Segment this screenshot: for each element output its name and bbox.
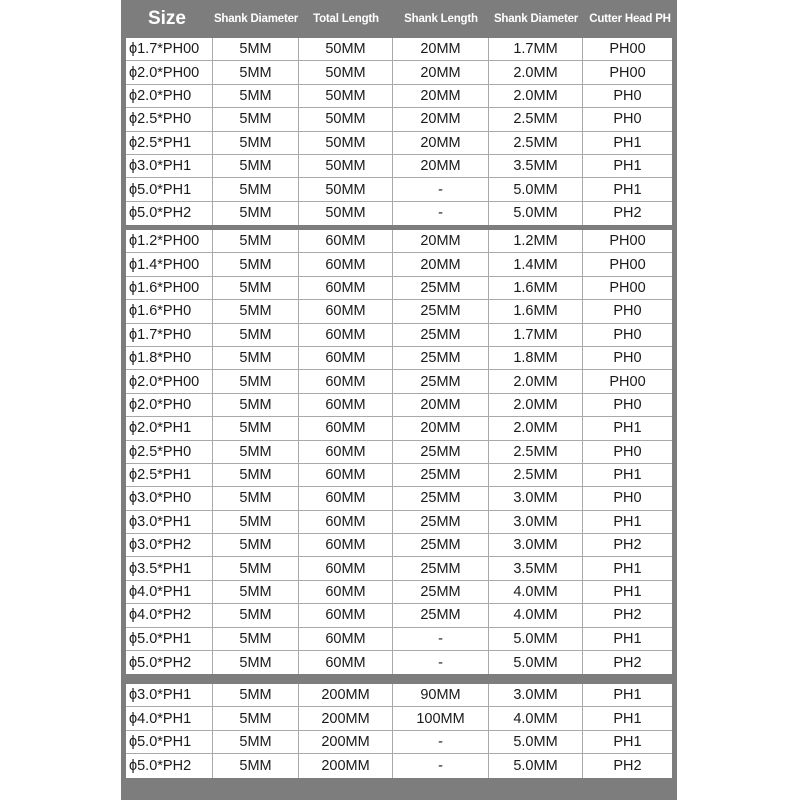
- cell-cutter-head: PH2: [613, 205, 642, 222]
- cell-size: ϕ2.0*PH1: [126, 417, 213, 439]
- cell-cutter-head: PH2: [613, 607, 642, 624]
- cell-cutter-head: PH1: [613, 733, 642, 750]
- cell-cutter-head: PH1: [613, 687, 642, 704]
- cell-size: ϕ1.2*PH00: [126, 230, 213, 252]
- cell-size: ϕ3.0*PH1: [126, 155, 213, 177]
- cell-size: ϕ1.6*PH0: [126, 300, 213, 322]
- cell-shank-diameter-2: 4.0MM: [489, 581, 583, 603]
- cell-size: ϕ2.0*PH00: [126, 370, 213, 392]
- cell-total-length: 200MM: [299, 684, 393, 706]
- table-row: [126, 324, 672, 347]
- cell-total-length: 200MM: [299, 707, 393, 729]
- cell-total-length: 60MM: [299, 604, 393, 626]
- cell-size: ϕ3.0*PH0: [126, 487, 213, 509]
- cell-shank-diameter-2: 2.0MM: [489, 85, 583, 107]
- cell-shank-diameter-2: 1.6MM: [489, 300, 583, 322]
- header-shank-diameter: Shank Diameter: [213, 13, 299, 25]
- table-row: [126, 441, 672, 464]
- table-row: [126, 707, 672, 730]
- cell-cutter-head: PH0: [613, 350, 642, 367]
- cell-size: ϕ3.0*PH1: [126, 684, 213, 706]
- cell-shank-length: 20MM: [393, 230, 489, 252]
- cell-shank-length: 90MM: [393, 684, 489, 706]
- cell-shank-diameter: 5MM: [213, 604, 299, 626]
- cell-cutter-head: PH0: [613, 396, 642, 413]
- cell-shank-diameter: 5MM: [213, 557, 299, 579]
- cell-cutter-head: PH00: [609, 373, 646, 390]
- cell-shank-diameter-2: 3.0MM: [489, 534, 583, 556]
- cell-cutter-head: PH00: [609, 64, 646, 81]
- cell-shank-diameter: 5MM: [213, 628, 299, 650]
- cell-total-length: 50MM: [299, 108, 393, 130]
- cell-total-length: 60MM: [299, 557, 393, 579]
- cell-shank-length: 25MM: [393, 324, 489, 346]
- cell-size: ϕ5.0*PH1: [126, 178, 213, 200]
- cell-cutter-head: PH00: [609, 256, 646, 273]
- cell-shank-length: -: [393, 754, 489, 777]
- cell-cutter-head: PH1: [613, 420, 642, 437]
- cell-size: ϕ3.0*PH2: [126, 534, 213, 556]
- table-row: [126, 581, 672, 604]
- cell-shank-diameter: 5MM: [213, 731, 299, 753]
- cell-cutter-head: PH2: [613, 757, 642, 774]
- cell-size: ϕ5.0*PH2: [126, 202, 213, 225]
- table-group-50mm: [126, 38, 672, 225]
- cell-cutter-head: PH00: [609, 41, 646, 58]
- cell-size: ϕ2.5*PH0: [126, 108, 213, 130]
- cell-shank-diameter: 5MM: [213, 487, 299, 509]
- table-row: [126, 230, 672, 253]
- cell-shank-length: 25MM: [393, 441, 489, 463]
- cell-shank-diameter-2: 2.5MM: [489, 108, 583, 130]
- table-group-200mm: [126, 684, 672, 778]
- cell-shank-length: 25MM: [393, 277, 489, 299]
- cell-shank-length: 20MM: [393, 38, 489, 60]
- cell-shank-diameter-2: 3.0MM: [489, 684, 583, 706]
- cell-shank-diameter-2: 5.0MM: [489, 754, 583, 777]
- cell-total-length: 50MM: [299, 61, 393, 83]
- cell-shank-diameter: 5MM: [213, 300, 299, 322]
- cell-shank-length: -: [393, 628, 489, 650]
- cell-shank-length: 20MM: [393, 85, 489, 107]
- cell-total-length: 60MM: [299, 534, 393, 556]
- cell-shank-diameter-2: 5.0MM: [489, 202, 583, 225]
- cell-shank-diameter: 5MM: [213, 155, 299, 177]
- cell-shank-diameter: 5MM: [213, 132, 299, 154]
- cell-shank-diameter: 5MM: [213, 534, 299, 556]
- cell-shank-diameter: 5MM: [213, 511, 299, 533]
- header-total-length: Total Length: [313, 13, 379, 25]
- cell-shank-diameter: 5MM: [213, 347, 299, 369]
- cell-shank-length: -: [393, 178, 489, 200]
- cell-cutter-head: PH1: [613, 710, 642, 727]
- cell-shank-diameter: 5MM: [213, 754, 299, 777]
- cell-total-length: 60MM: [299, 253, 393, 275]
- cell-cutter-head: PH0: [613, 490, 642, 507]
- cell-total-length: 60MM: [299, 230, 393, 252]
- cell-size: ϕ1.4*PH00: [126, 253, 213, 275]
- table-row: [126, 85, 672, 108]
- cell-size: ϕ5.0*PH2: [126, 651, 213, 674]
- cell-cutter-head: PH00: [609, 233, 646, 250]
- cell-shank-diameter-2: 3.5MM: [489, 557, 583, 579]
- table-row: [126, 684, 672, 707]
- table-row: [126, 155, 672, 178]
- cell-shank-length: 25MM: [393, 534, 489, 556]
- header-shank-length: Shank Length: [404, 13, 478, 25]
- cell-shank-diameter-2: 4.0MM: [489, 604, 583, 626]
- cell-size: ϕ1.7*PH00: [126, 38, 213, 60]
- table-group-60mm: [126, 230, 672, 674]
- cell-total-length: 60MM: [299, 464, 393, 486]
- cell-shank-diameter-2: 1.6MM: [489, 277, 583, 299]
- table-row: [126, 534, 672, 557]
- table-row: [126, 651, 672, 674]
- table-row: [126, 253, 672, 276]
- cell-size: ϕ4.0*PH1: [126, 581, 213, 603]
- cell-shank-diameter: 5MM: [213, 370, 299, 392]
- cell-size: ϕ3.0*PH1: [126, 511, 213, 533]
- cell-shank-diameter: 5MM: [213, 464, 299, 486]
- table-row: [126, 487, 672, 510]
- cell-cutter-head: PH0: [613, 443, 642, 460]
- cell-cutter-head: PH1: [613, 158, 642, 175]
- cell-shank-diameter-2: 3.5MM: [489, 155, 583, 177]
- cell-shank-length: -: [393, 651, 489, 674]
- table-row: [126, 628, 672, 651]
- cell-cutter-head: PH00: [609, 279, 646, 296]
- cell-size: ϕ5.0*PH2: [126, 754, 213, 777]
- cell-shank-diameter-2: 2.0MM: [489, 417, 583, 439]
- cell-shank-diameter: 5MM: [213, 38, 299, 60]
- cell-shank-diameter-2: 2.0MM: [489, 394, 583, 416]
- cell-shank-length: 25MM: [393, 511, 489, 533]
- cell-shank-diameter-2: 5.0MM: [489, 651, 583, 674]
- cell-size: ϕ1.6*PH00: [126, 277, 213, 299]
- cell-shank-length: -: [393, 731, 489, 753]
- cell-shank-length: 20MM: [393, 394, 489, 416]
- cell-total-length: 60MM: [299, 324, 393, 346]
- cell-cutter-head: PH2: [613, 537, 642, 554]
- cell-shank-diameter: 5MM: [213, 651, 299, 674]
- cell-shank-length: -: [393, 202, 489, 225]
- cell-shank-diameter: 5MM: [213, 178, 299, 200]
- table-row: [126, 277, 672, 300]
- table-row: [126, 417, 672, 440]
- cell-size: ϕ2.0*PH0: [126, 85, 213, 107]
- cell-shank-diameter: 5MM: [213, 394, 299, 416]
- cell-size: ϕ2.5*PH1: [126, 132, 213, 154]
- table-row: [126, 300, 672, 323]
- cell-shank-diameter-2: 5.0MM: [489, 731, 583, 753]
- cell-shank-length: 25MM: [393, 581, 489, 603]
- cell-shank-diameter-2: 1.7MM: [489, 324, 583, 346]
- cell-total-length: 60MM: [299, 441, 393, 463]
- cell-shank-diameter-2: 1.2MM: [489, 230, 583, 252]
- cell-cutter-head: PH1: [613, 134, 642, 151]
- cell-total-length: 50MM: [299, 202, 393, 225]
- spec-table-panel: [121, 0, 677, 800]
- cell-shank-diameter-2: 2.5MM: [489, 441, 583, 463]
- header-size: Size: [147, 8, 187, 29]
- cell-total-length: 60MM: [299, 370, 393, 392]
- cell-shank-diameter-2: 1.4MM: [489, 253, 583, 275]
- table-row: [126, 394, 672, 417]
- cell-shank-length: 20MM: [393, 253, 489, 275]
- table-row: [126, 464, 672, 487]
- cell-shank-diameter: 5MM: [213, 230, 299, 252]
- cell-shank-diameter-2: 2.5MM: [489, 132, 583, 154]
- cell-shank-length: 25MM: [393, 347, 489, 369]
- table-row: [126, 347, 672, 370]
- cell-cutter-head: PH2: [613, 654, 642, 671]
- cell-shank-length: 20MM: [393, 132, 489, 154]
- cell-shank-diameter: 5MM: [213, 61, 299, 83]
- cell-size: ϕ3.5*PH1: [126, 557, 213, 579]
- cell-size: ϕ2.5*PH1: [126, 464, 213, 486]
- cell-shank-diameter: 5MM: [213, 684, 299, 706]
- cell-shank-diameter-2: 1.8MM: [489, 347, 583, 369]
- header-cutter-head: Cutter Head PH: [589, 13, 671, 25]
- table-row: [126, 202, 672, 225]
- table-header: [121, 0, 677, 38]
- cell-total-length: 50MM: [299, 85, 393, 107]
- cell-total-length: 60MM: [299, 417, 393, 439]
- cell-shank-diameter: 5MM: [213, 581, 299, 603]
- cell-cutter-head: PH0: [613, 87, 642, 104]
- cell-total-length: 200MM: [299, 731, 393, 753]
- table-row: [126, 108, 672, 131]
- cell-shank-diameter-2: 2.0MM: [489, 61, 583, 83]
- header-shank-diameter-2: Shank Diameter: [493, 13, 579, 25]
- cell-size: ϕ2.5*PH0: [126, 441, 213, 463]
- cell-shank-diameter-2: 2.0MM: [489, 370, 583, 392]
- cell-total-length: 60MM: [299, 300, 393, 322]
- cell-total-length: 50MM: [299, 38, 393, 60]
- cell-cutter-head: PH1: [613, 630, 642, 647]
- cell-size: ϕ4.0*PH2: [126, 604, 213, 626]
- table-row: [126, 61, 672, 84]
- cell-total-length: 60MM: [299, 277, 393, 299]
- cell-cutter-head: PH0: [613, 326, 642, 343]
- cell-shank-diameter: 5MM: [213, 707, 299, 729]
- cell-size: ϕ1.8*PH0: [126, 347, 213, 369]
- cell-size: ϕ2.0*PH0: [126, 394, 213, 416]
- cell-shank-length: 20MM: [393, 61, 489, 83]
- table-row: [126, 511, 672, 534]
- cell-total-length: 50MM: [299, 178, 393, 200]
- cell-shank-diameter: 5MM: [213, 253, 299, 275]
- cell-cutter-head: PH1: [613, 584, 642, 601]
- cell-shank-length: 25MM: [393, 487, 489, 509]
- table-row: [126, 754, 672, 777]
- cell-total-length: 50MM: [299, 155, 393, 177]
- cell-shank-diameter-2: 4.0MM: [489, 707, 583, 729]
- cell-shank-diameter: 5MM: [213, 417, 299, 439]
- cell-shank-diameter: 5MM: [213, 202, 299, 225]
- cell-cutter-head: PH1: [613, 181, 642, 198]
- cell-cutter-head: PH1: [613, 513, 642, 530]
- cell-shank-length: 25MM: [393, 557, 489, 579]
- cell-shank-diameter-2: 2.5MM: [489, 464, 583, 486]
- cell-cutter-head: PH1: [613, 560, 642, 577]
- cell-size: ϕ2.0*PH00: [126, 61, 213, 83]
- table-row: [126, 604, 672, 627]
- cell-total-length: 60MM: [299, 581, 393, 603]
- cell-total-length: 60MM: [299, 511, 393, 533]
- cell-shank-length: 100MM: [393, 707, 489, 729]
- table-row: [126, 38, 672, 61]
- cell-size: ϕ5.0*PH1: [126, 731, 213, 753]
- table-row: [126, 370, 672, 393]
- cell-total-length: 200MM: [299, 754, 393, 777]
- cell-shank-length: 20MM: [393, 155, 489, 177]
- cell-shank-diameter-2: 3.0MM: [489, 511, 583, 533]
- table-row: [126, 178, 672, 201]
- cell-shank-length: 20MM: [393, 417, 489, 439]
- cell-shank-length: 25MM: [393, 604, 489, 626]
- cell-cutter-head: PH0: [613, 111, 642, 128]
- cell-size: ϕ5.0*PH1: [126, 628, 213, 650]
- cell-shank-diameter: 5MM: [213, 85, 299, 107]
- cell-shank-diameter-2: 5.0MM: [489, 178, 583, 200]
- cell-shank-length: 25MM: [393, 370, 489, 392]
- cell-shank-diameter-2: 3.0MM: [489, 487, 583, 509]
- cell-shank-diameter: 5MM: [213, 108, 299, 130]
- cell-shank-diameter-2: 5.0MM: [489, 628, 583, 650]
- cell-total-length: 60MM: [299, 487, 393, 509]
- cell-total-length: 60MM: [299, 628, 393, 650]
- cell-size: ϕ1.7*PH0: [126, 324, 213, 346]
- cell-shank-diameter: 5MM: [213, 441, 299, 463]
- cell-shank-diameter: 5MM: [213, 324, 299, 346]
- cell-cutter-head: PH0: [613, 303, 642, 320]
- cell-total-length: 60MM: [299, 394, 393, 416]
- cell-shank-diameter-2: 1.7MM: [489, 38, 583, 60]
- table-row: [126, 132, 672, 155]
- table-row: [126, 731, 672, 754]
- cell-shank-length: 20MM: [393, 108, 489, 130]
- cell-size: ϕ4.0*PH1: [126, 707, 213, 729]
- cell-shank-diameter: 5MM: [213, 277, 299, 299]
- cell-total-length: 60MM: [299, 651, 393, 674]
- cell-total-length: 50MM: [299, 132, 393, 154]
- table-row: [126, 557, 672, 580]
- cell-shank-length: 25MM: [393, 464, 489, 486]
- cell-total-length: 60MM: [299, 347, 393, 369]
- cell-cutter-head: PH1: [613, 467, 642, 484]
- cell-shank-length: 25MM: [393, 300, 489, 322]
